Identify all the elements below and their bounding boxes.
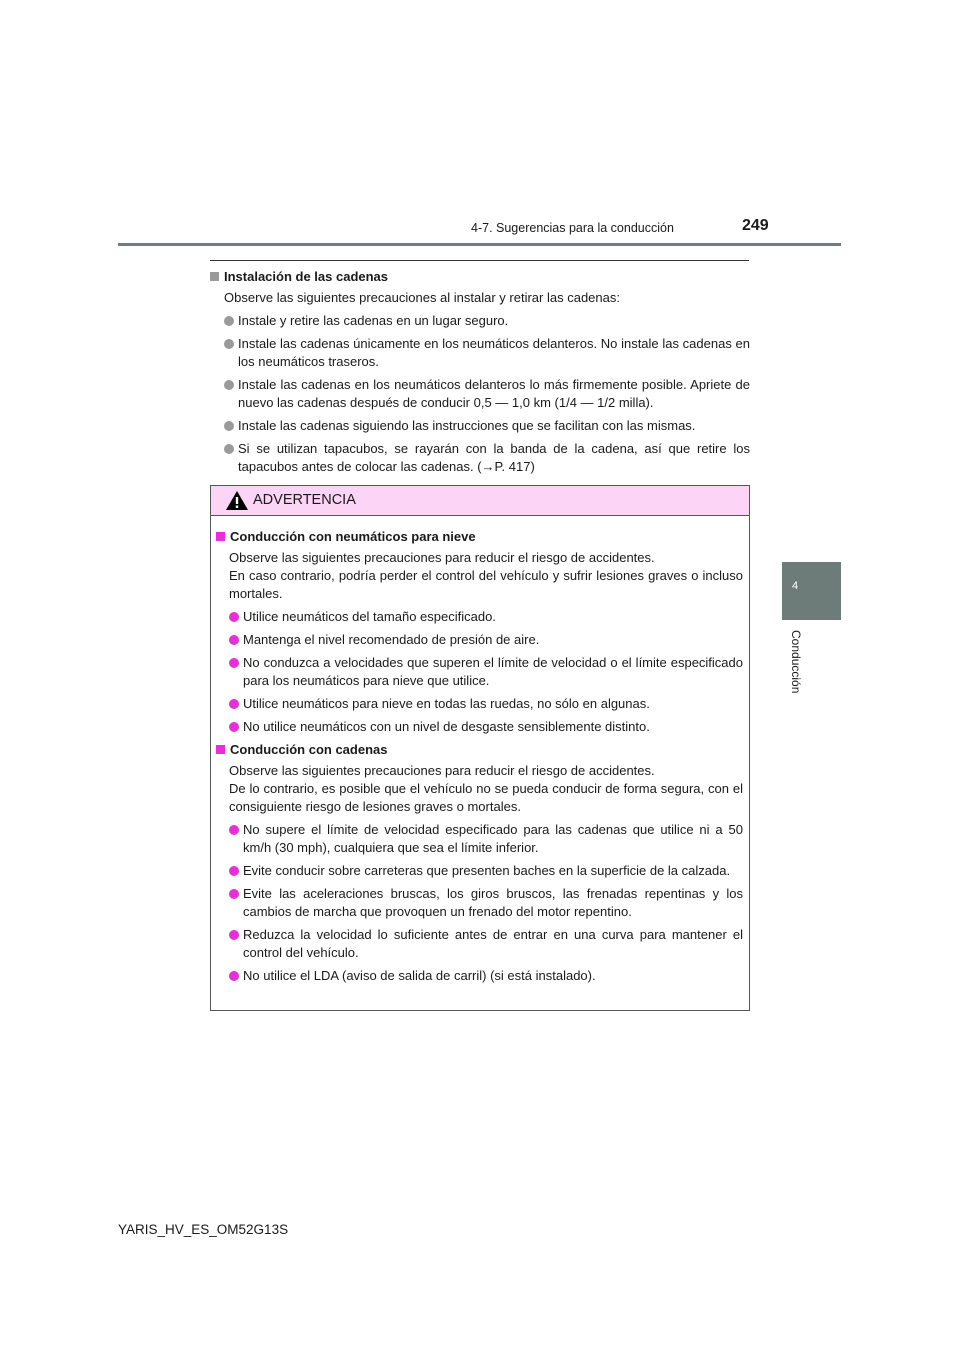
- list-item: [216, 926, 743, 962]
- list-item-text: Mantenga el nivel recomendado de presión de aire.: [243, 632, 540, 647]
- list-item-text: Si se utilizan tapacubos, se rayarán con la banda de la cadena, así que retire los tapacubos antes de colocar las cadenas. (→P. 417): [238, 441, 750, 474]
- list-item-text: Reduzca la velocidad lo suficiente antes de entrar en una curva para mantener el control del vehículo.: [243, 927, 743, 960]
- bullet-icon: [224, 339, 234, 349]
- warning-intro: [216, 549, 743, 603]
- intro-line: En caso contrario, podría perder el control del vehículo y sufrir lesiones graves o incluso mortales.: [229, 568, 743, 601]
- list-item-text: Instale las cadenas siguiendo las instrucciones que se facilitan con las mismas.: [238, 418, 696, 433]
- bullet-icon: [224, 421, 234, 431]
- list-item: [216, 718, 743, 736]
- bullet-icon: [224, 380, 234, 390]
- section-title: Instalación de las cadenas: [224, 269, 389, 284]
- intro-line: De lo contrario, es posible que el vehículo no se pueda conducir de forma segura, con el consiguiente riesgo de lesiones graves o mortales.: [229, 781, 743, 814]
- header-divider: [118, 243, 841, 246]
- chapter-tab[interactable]: [782, 562, 841, 620]
- page-number: 249: [742, 217, 769, 234]
- list-item: [216, 631, 743, 649]
- list-item-text: Instale y retire las cadenas en un lugar seguro.: [238, 313, 509, 328]
- bullet-icon: [224, 444, 234, 454]
- warning-section-title: Conducción con cadenas: [230, 742, 388, 757]
- bullet-icon: [229, 889, 239, 899]
- list-item: [216, 695, 743, 713]
- chapter-label: Conducción: [789, 630, 803, 694]
- list-item: [210, 335, 750, 371]
- list-item-text: No utilice el LDA (aviso de salida de carril) (si está instalado).: [243, 968, 596, 983]
- warning-section-title: Conducción con neumáticos para nieve: [230, 529, 476, 544]
- warning-title: ADVERTENCIA: [253, 492, 356, 508]
- list-item: [210, 312, 750, 330]
- intro-line: Observe las siguientes precauciones para reducir el riesgo de accidentes.: [229, 763, 655, 778]
- warning-section: [216, 741, 743, 985]
- bullet-icon: [229, 825, 239, 835]
- list-item: [216, 608, 743, 626]
- square-bullet-icon: [210, 272, 219, 281]
- bullet-icon: [229, 612, 239, 622]
- list-item-text: Instale las cadenas en los neumáticos delanteros lo más firmemente posible. Apriete de nuevo las cadenas después de conducir 0,5 — 1,0 km (1/4 — 1/2 milla).: [238, 377, 750, 410]
- warning-intro: [216, 762, 743, 816]
- list-item: [210, 417, 750, 435]
- section-divider: [210, 260, 749, 261]
- list-item: [210, 376, 750, 412]
- list-item: [216, 885, 743, 921]
- chains-section: [210, 268, 750, 476]
- warning-box: [210, 485, 750, 1011]
- list-item-text: Utilice neumáticos del tamaño especificado.: [243, 609, 496, 624]
- bullet-icon: [229, 722, 239, 732]
- list-item: [216, 862, 743, 880]
- document-code: YARIS_HV_ES_OM52G13S: [118, 1222, 289, 1237]
- section-intro: Observe las siguientes precauciones al instalar y retirar las cadenas:: [224, 290, 620, 305]
- list-item-text: Instale las cadenas únicamente en los neumáticos delanteros. No instale las cadenas en los neumáticos traseros.: [238, 336, 750, 369]
- list-item-text: No conduzca a velocidades que superen el límite de velocidad o el límite especificado para los neumáticos para nieve que utilice.: [243, 655, 743, 688]
- bullet-icon: [229, 930, 239, 940]
- list-item: [216, 967, 743, 985]
- list-item-text: Evite conducir sobre carreteras que presenten baches en la superficie de la calzada.: [243, 863, 731, 878]
- list-item: [210, 440, 750, 476]
- list-item-text: No supere el límite de velocidad especificado para las cadenas que utilice ni a 50 km/h (30 mph), cualquiera que sea el límite inferior.: [243, 822, 743, 855]
- list-item: [216, 821, 743, 857]
- list-item-text: No utilice neumáticos con un nivel de desgaste sensiblemente distinto.: [243, 719, 650, 734]
- chapter-number: 4: [792, 580, 799, 592]
- bullet-icon: [224, 316, 234, 326]
- square-bullet-icon: [216, 532, 225, 541]
- square-bullet-icon: [216, 745, 225, 754]
- bullet-icon: [229, 699, 239, 709]
- list-item: [216, 654, 743, 690]
- intro-line: Observe las siguientes precauciones para reducir el riesgo de accidentes.: [229, 550, 655, 565]
- warning-triangle-icon: [226, 491, 248, 510]
- bullet-icon: [229, 658, 239, 668]
- list-item-text: Utilice neumáticos para nieve en todas las ruedas, no sólo en algunas.: [243, 696, 650, 711]
- section-header: 4-7. Sugerencias para la conducción: [471, 221, 674, 235]
- warning-header: [211, 486, 749, 516]
- bullet-icon: [229, 635, 239, 645]
- warning-section: [216, 528, 743, 736]
- bullet-icon: [229, 971, 239, 981]
- list-item-text: Evite las aceleraciones bruscas, los giros bruscos, las frenadas repentinas y los cambios de marcha que provoquen un frenado del motor repentino.: [243, 886, 743, 919]
- bullet-icon: [229, 866, 239, 876]
